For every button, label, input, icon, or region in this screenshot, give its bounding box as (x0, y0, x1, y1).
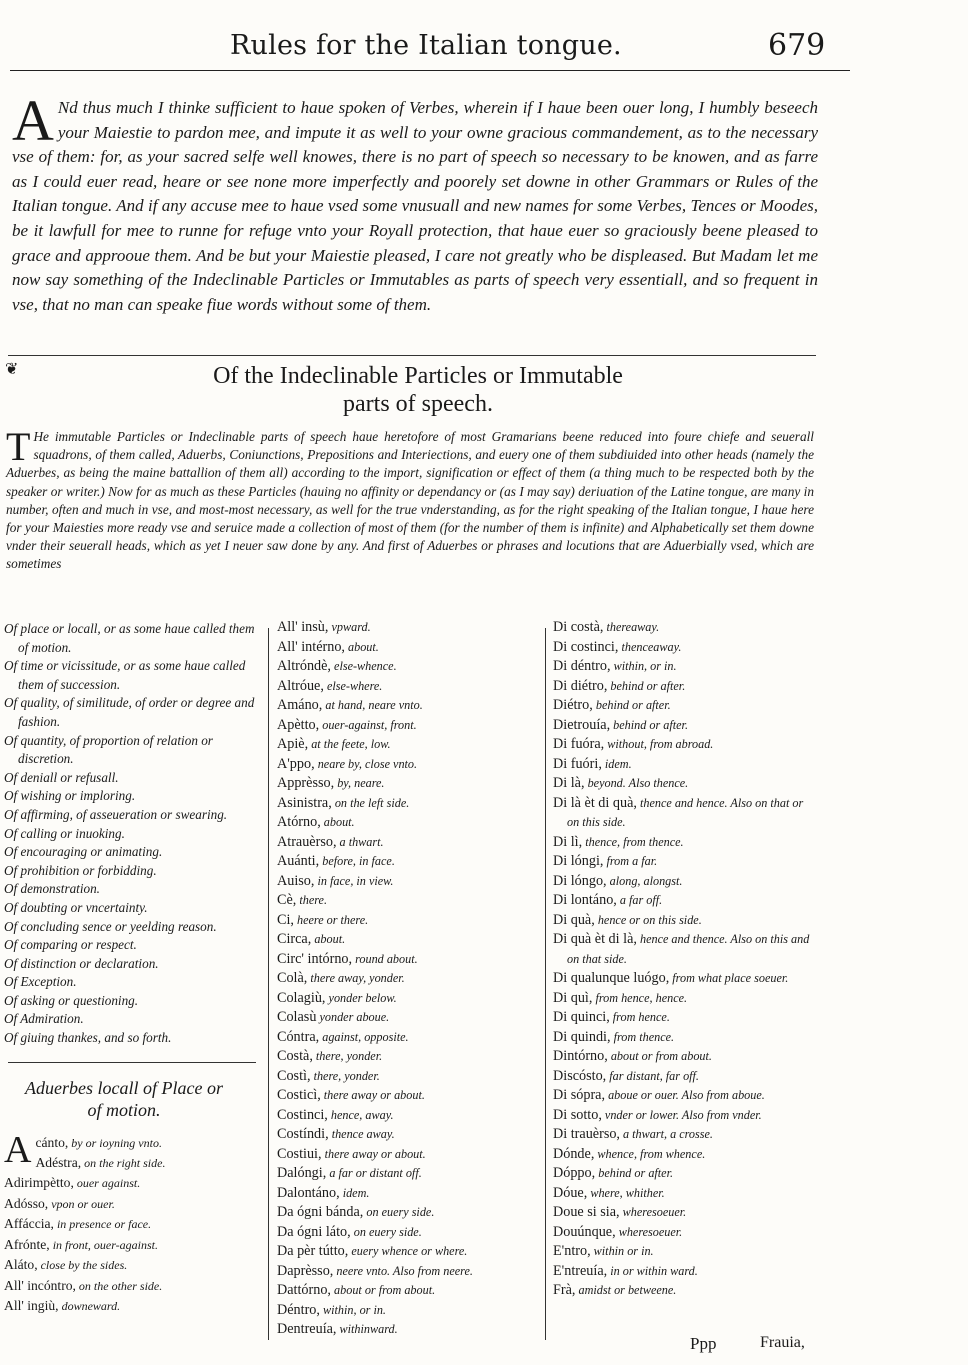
adverb-gloss: idem. (339, 1185, 370, 1200)
adverb-entry (553, 618, 811, 638)
adverb-gloss: from what place soeuer. (669, 971, 789, 985)
adverb-gloss: hence or on this side. (594, 912, 702, 927)
adverb-entry (277, 1262, 539, 1282)
adverb-entry (277, 696, 539, 716)
category-entry: Of time or vicissitude, or as some haue called them of succession. (4, 658, 246, 692)
adverb-entry (277, 1164, 539, 1184)
adverb-word: All' insù, (277, 619, 329, 635)
adverb-word: Asinistra, (277, 794, 332, 811)
adverb-word: Di quà èt di là, (553, 931, 637, 947)
running-header (0, 0, 968, 72)
adverb-gloss: a far or distant off. (326, 1166, 422, 1180)
adverb-word: Atrauèrso, (277, 833, 337, 850)
category-entry: Of wishing or imploring. (4, 788, 136, 804)
adverb-gloss: about. (344, 639, 379, 654)
adverb-gloss: behind or after. (607, 678, 686, 693)
adverb-entry (4, 1235, 266, 1255)
adverb-gloss: behind or after. (592, 698, 671, 712)
adverb-gloss: before, in face. (319, 854, 395, 868)
adverb-gloss: on the left side. (331, 795, 410, 810)
adverb-word: Colà, (277, 970, 308, 986)
adverb-gloss: heere or there. (293, 912, 369, 927)
adverb-entry (277, 1301, 539, 1321)
header-rule (10, 70, 850, 71)
adverb-word: All' ingiù, (4, 1297, 59, 1313)
adverb-gloss: in face, in view. (314, 873, 394, 888)
adverb-entry (277, 950, 539, 970)
adverb-word: Altróndè, (277, 658, 331, 674)
adverb-word: Dintórno, (553, 1048, 608, 1064)
column-divider-2 (545, 628, 546, 1340)
adverb-entry (553, 696, 811, 716)
adverb-word: Da ógni láto, (277, 1223, 351, 1240)
adverb-gloss: a thwart, a crosse. (619, 1127, 713, 1141)
adverb-word: E'ntreuía, (553, 1262, 608, 1279)
category-entry: Of asking or questioning. (4, 992, 139, 1008)
adverb-entry (553, 1125, 811, 1145)
adverb-gloss: whence, from whence. (594, 1146, 706, 1161)
adverb-gloss: idem. (601, 756, 632, 771)
adverb-gloss: thereaway. (603, 620, 660, 634)
adverb-word: Circ' intórno, (277, 950, 353, 967)
adverb-word: Cè, (277, 892, 297, 908)
adverb-entry (553, 657, 811, 677)
adverb-word: Di lóngo, (553, 872, 607, 889)
adverb-entry (277, 1086, 539, 1106)
category-list (4, 620, 266, 1048)
adverb-entry (277, 813, 539, 833)
adverb-word: Costinci, (277, 1106, 328, 1123)
adverb-word: Di quinci, (553, 1009, 610, 1025)
adverb-gloss: in or within ward. (607, 1263, 698, 1278)
adverb-word: Di sotto, (553, 1106, 602, 1123)
adverb-word: Auiso, (277, 872, 315, 889)
adverb-entry (277, 1106, 539, 1126)
section-heading-line2: parts of speech. (343, 391, 493, 417)
adverb-entry (553, 716, 811, 736)
adverb-list-col1 (4, 1128, 266, 1317)
adverb-entry (553, 1106, 811, 1126)
adverb-gloss: from hence, hence. (592, 990, 688, 1005)
adverb-entry (277, 930, 539, 950)
adverb-gloss: hence and thence. Also on this and on that side. (567, 932, 810, 966)
adverb-entry (553, 1281, 811, 1301)
adverb-entry (277, 1203, 539, 1223)
adverb-entry (553, 1067, 811, 1087)
adverb-word: Di qualunque luógo, (553, 970, 670, 986)
adverb-gloss: on the other side. (75, 1278, 163, 1293)
adverb-entry (553, 794, 811, 833)
adverb-word: Discósto, (553, 1067, 607, 1084)
adverb-word: Doue si sia, (553, 1204, 620, 1220)
adverb-gloss: a far off. (616, 893, 663, 907)
adverb-entry (553, 911, 811, 931)
adverb-word: Diétro, (553, 697, 593, 713)
adverb-gloss: ouer-against, front. (319, 717, 417, 732)
adverb-entry (553, 755, 811, 775)
adverb-word: Di quì, (553, 989, 593, 1006)
adverb-word: All' incóntro, (4, 1277, 76, 1293)
adverb-entry (553, 872, 811, 892)
adverb-word: Dattórno, (277, 1282, 331, 1298)
subheading (4, 1077, 244, 1121)
adverb-gloss: there away or about. (320, 1088, 425, 1102)
category-entry: Of deniall or refusall. (4, 769, 119, 785)
adverb-word: Di costà, (553, 619, 604, 635)
category-entry: Of comparing or respect. (4, 937, 137, 953)
adverb-entry (553, 1262, 811, 1282)
adverb-word: Dónde, (553, 1145, 595, 1162)
category-entry: Of quality, of similitude, of order or degree and fashion. (4, 695, 255, 729)
adverb-word: Dietrouía, (553, 716, 611, 733)
adverb-gloss: without, from abroad. (604, 737, 714, 751)
adverb-entry (277, 618, 539, 638)
adverb-word: Costíndi, (277, 1126, 329, 1142)
category-entry: Of giuing thankes, and so forth. (4, 1030, 172, 1046)
adverb-entry (277, 1281, 539, 1301)
adverb-entry (553, 735, 811, 755)
adverb-entry (277, 755, 539, 775)
adverb-entry (553, 989, 811, 1009)
adverb-word: Adósso, (4, 1195, 49, 1211)
adverb-entry (277, 833, 539, 853)
category-entry: Of distinction or declaration. (4, 955, 159, 971)
subheading-line1: Aduerbes locall of Place or (25, 1077, 223, 1098)
page-number: 679 (768, 28, 826, 63)
adverb-entry (553, 677, 811, 697)
adverb-entry (553, 833, 811, 853)
adverb-gloss: within, or in. (610, 659, 677, 673)
intro-dropcap: A (12, 88, 54, 153)
adverb-word: Daprèsso, (277, 1262, 334, 1279)
adverb-entry (277, 1184, 539, 1204)
subheading-line2: of motion. (87, 1099, 161, 1120)
adverb-gloss: by, neare. (334, 776, 385, 790)
adverb-word: Di lóngi, (553, 853, 604, 869)
adverb-word: Amáno, (277, 697, 323, 713)
adverb-gloss: yonder aboue. (316, 1010, 390, 1024)
adverb-word: Di lontáno, (553, 892, 617, 908)
adverb-entry (4, 1296, 266, 1316)
adverb-gloss: else-whence. (330, 659, 397, 673)
adverb-word: Dalontáno, (277, 1184, 340, 1201)
adverb-list-col3 (553, 618, 811, 1301)
adverb-entry (277, 1145, 539, 1165)
category-entry: Of demonstration. (4, 881, 100, 897)
intro-paragraph (12, 88, 818, 317)
adverb-gloss: about or from about. (330, 1283, 436, 1297)
adverb-entry (277, 1320, 539, 1340)
adverb-word: Apètto, (277, 716, 320, 733)
adverb-gloss: from hence. (609, 1010, 670, 1024)
adverb-entry (4, 1173, 266, 1193)
adverb-entry (277, 735, 539, 755)
adverb-entry (277, 657, 539, 677)
adverb-entry (277, 1047, 539, 1067)
adverb-entry (553, 969, 811, 989)
adverb-entry (277, 852, 539, 872)
adverb-gloss: ouer against. (73, 1176, 141, 1191)
adverb-entry (4, 1153, 266, 1173)
adverb-gloss: neare by, close vnto. (314, 756, 418, 771)
category-entry: Of doubting or vncertainty. (4, 899, 148, 915)
adverb-gloss: thenceaway. (618, 639, 682, 654)
adverb-entry (277, 911, 539, 931)
intro-text: Nd thus much I thinke sufficient to haue spoken of Verbes, wherein if I haue been ouer long, I humbly beseech your Maiestie to pardon mee, and impute it as well to your owne gracious commandement, as to the necessary vse of them: for, as your sacred selfe well knowes, there is no part of speech so necessary to be knowen, and as farre as I could euer read, heare or see none more imperfectly and poorely set downe in other Grammars or Rules of the Italian tongue. And if any accuse mee to haue vsed some vnusuall and new names for some Verbes, Tences or Moodes, be it lawfull for mee to runne for refuge vnto your Royall protection, that haue euer so graciously beene pleased to grace and approoue them. And be but your Maiestie pleased, I care not greatly who be displeased. But Madam let me now say something of the Indeclinable Particles or Immutables as parts of speech very essentiall, and so frequent in vse, that no man can speake fiue words without some of them. (12, 98, 818, 314)
adverb-word: Apiè, (277, 736, 309, 752)
adverb-entry (277, 891, 539, 911)
adverb-entry (553, 852, 811, 872)
adverb-word: Colasù (277, 1009, 317, 1025)
adverb-word: Da pèr tútto, (277, 1243, 349, 1259)
adverb-gloss: thence, from thence. (582, 834, 684, 849)
adverb-word: Di lì, (553, 833, 583, 850)
adverb-gloss: within or in. (590, 1244, 654, 1258)
adverb-dropcap: A (4, 1128, 32, 1171)
adverb-word: cánto, (35, 1134, 69, 1150)
adverb-word: Colagiù, (277, 989, 326, 1006)
adverb-word: Di diétro, (553, 677, 608, 694)
adverb-entry (553, 1223, 811, 1243)
adverb-gloss: along, alongst. (606, 873, 683, 888)
adverb-gloss: vpward. (328, 620, 371, 634)
adverb-gloss: thence away. (328, 1127, 395, 1141)
adverb-gloss: there, yonder. (312, 1049, 383, 1063)
adverb-gloss: there away or about. (321, 1146, 426, 1161)
adverb-gloss: a thwart. (336, 834, 384, 849)
category-entry: Of place or locall, or as some haue called them of motion. (4, 621, 255, 655)
adverb-gloss: wheresoeuer. (615, 1224, 683, 1239)
adverb-entry (553, 1203, 811, 1223)
adverb-gloss: at hand, neare vnto. (322, 698, 423, 712)
adverb-gloss: beyond. Also thence. (584, 776, 689, 790)
adverb-entry (4, 1255, 266, 1275)
adverb-entry (553, 1028, 811, 1048)
adverb-entry (277, 1242, 539, 1262)
category-entry: Of affirming, of asseueration or swearing. (4, 806, 228, 822)
adverb-word: Di déntro, (553, 658, 611, 674)
adverb-gloss: at the feete, low. (308, 737, 391, 751)
adverb-gloss: about or from about. (607, 1049, 712, 1063)
adverb-word: Di fuóra, (553, 736, 605, 752)
adverb-word: Aláto, (4, 1257, 38, 1273)
section-text: He immutable Particles or Indeclinable parts of speech haue heretofore of most Gramarians beene reduced into foure chiefe and seuerall squadrons, of them called, Aduerbs, Coniunctions, Prepositions and Interiections, and euery one of them subdiuided into other heads (namely the Aduerbes, as being the maine battallion of them all) according to the import, signification or effect of them (a thing much to be respected both by the speaker or writer.) Now for as much as these Particles (hauing no affinity or dependancy or (as I may say) deriuation of the Latine tongue, are many in number, often and much in vse, and most-most necessary, as well for the true vnderstanding, as for the right speaking of the Italian tongue, I haue here for your Maiesties more ready vse and seruice made a collection of most of them (for the number of them is infinite) and Alphabetically set them downe vnder their seuerall heads, which as yet I neuer saw done by any. And first of Aduerbes or phrases and locutions that are Aduerbially vsed, which are sometimes (6, 429, 814, 572)
adverb-gloss: on euery side. (350, 1224, 422, 1239)
adverb-word: E'ntro, (553, 1243, 591, 1259)
adverb-word: Ci, (277, 911, 294, 928)
adverb-gloss: on euery side. (363, 1205, 435, 1219)
adverb-gloss: vpon or ouer. (48, 1196, 115, 1211)
adverb-gloss: amidst or betweene. (575, 1283, 677, 1297)
category-entry: Of quantity, of proportion of relation or discretion. (4, 732, 213, 767)
adverb-gloss: round about. (352, 951, 418, 966)
category-entry: Of encouraging or animating. (4, 844, 163, 860)
adverb-word: Altróue, (277, 677, 324, 694)
adverb-gloss: withinward. (336, 1322, 398, 1336)
section-heading (120, 362, 716, 418)
adverb-entry (553, 1242, 811, 1262)
adverb-word: Afrónte, (4, 1236, 50, 1252)
adverb-gloss: behind or after. (595, 1166, 674, 1180)
adverb-entry (553, 638, 811, 658)
adverb-word: Dalóngi, (277, 1165, 327, 1181)
adverb-gloss: close by the sides. (37, 1258, 128, 1273)
running-title: Rules for the Italian tongue. (230, 30, 622, 61)
adverb-word: Adirimpètto, (4, 1175, 74, 1191)
adverb-word: All' intérno, (277, 638, 345, 655)
adverb-word: Costicì, (277, 1087, 321, 1103)
adverb-entry (277, 677, 539, 697)
category-entry: Of prohibition or forbidding. (4, 862, 157, 878)
adverb-word: Adéstra, (35, 1155, 82, 1171)
adverb-gloss: yonder below. (325, 990, 397, 1005)
adverb-entry (553, 774, 811, 794)
catchword: Frauia, (760, 1334, 805, 1351)
adverb-gloss: from thence. (610, 1029, 675, 1044)
adverb-entry (553, 1184, 811, 1204)
adverb-entry (277, 1028, 539, 1048)
adverb-entry (553, 1145, 811, 1165)
adverb-entry (553, 930, 811, 969)
adverb-entry (553, 1047, 811, 1067)
adverb-gloss: within, or in. (319, 1302, 386, 1317)
adverb-word: Di là èt di quà, (553, 794, 637, 811)
section-divider (8, 355, 816, 356)
adverb-word: Costì, (277, 1067, 311, 1084)
adverb-entry (553, 891, 811, 911)
adverb-entry (277, 1125, 539, 1145)
category-entry: Of Exception. (4, 974, 77, 990)
adverb-word: Costà, (277, 1048, 313, 1064)
adverb-gloss: far distant, far off. (606, 1068, 699, 1083)
adverb-entry (277, 794, 539, 814)
flourish-ornament-icon: ❦ (5, 359, 19, 378)
section-heading-line1: Of the Indeclinable Particles or Immutable (213, 363, 623, 389)
adverb-word: Affáccia, (4, 1216, 54, 1232)
adverb-entry (277, 969, 539, 989)
adverb-word: Douúnque, (553, 1223, 616, 1240)
adverb-gloss: against, opposite. (319, 1029, 409, 1044)
adverb-gloss: euery whence or where. (348, 1244, 468, 1258)
column-categories (4, 620, 266, 1316)
adverb-word: Apprèsso, (277, 775, 335, 791)
adverb-gloss: where, whither. (587, 1185, 665, 1200)
adverb-word: Di là, (553, 775, 585, 791)
adverb-gloss: wheresoeuer. (619, 1205, 687, 1219)
adverb-gloss: neere vnto. Also from neere. (333, 1263, 473, 1278)
adverb-entry (4, 1214, 266, 1234)
adverb-gloss: there. (296, 893, 327, 907)
section-dropcap: T (6, 424, 31, 469)
adverb-entry (4, 1276, 266, 1296)
adverb-gloss: downeward. (58, 1298, 121, 1313)
column-divider-1 (268, 628, 269, 1340)
adverb-entry (277, 1008, 539, 1028)
adverb-word: Di quà, (553, 911, 595, 928)
adverb-gloss: about. (311, 932, 346, 946)
adverb-entry (4, 1194, 266, 1214)
adverb-gloss: vnder or lower. Also from vnder. (601, 1107, 762, 1122)
adverb-word: Auánti, (277, 853, 320, 869)
adverb-word: Di fuóri, (553, 755, 602, 772)
adverb-word: Da ógni bánda, (277, 1204, 364, 1220)
adverb-gloss: from a far. (603, 854, 658, 868)
adverb-gloss: aboue or ouer. Also from aboue. (605, 1088, 765, 1102)
adverb-word: Di trauèrso, (553, 1126, 620, 1142)
adverb-gloss: on the right side. (81, 1156, 166, 1171)
column-rule (8, 1062, 256, 1063)
adverb-gloss: there, yonder. (310, 1068, 380, 1083)
section-paragraph (6, 424, 814, 574)
adverb-entry (277, 716, 539, 736)
adverb-word: Dentreuía, (277, 1321, 337, 1337)
adverb-gloss: by or ioyning vnto. (68, 1135, 162, 1150)
adverb-word: Déntro, (277, 1301, 320, 1318)
adverb-word: Costiui, (277, 1145, 322, 1162)
adverb-gloss: in front, ouer-against. (49, 1237, 159, 1252)
category-entry: Of Admiration. (4, 1011, 84, 1027)
adverb-gloss: else-where. (323, 678, 383, 693)
adverb-entry (277, 638, 539, 658)
adverb-word: Circa, (277, 931, 312, 947)
adverb-entry (277, 774, 539, 794)
adverb-word: Atórno, (277, 814, 321, 830)
adverb-entry (277, 989, 539, 1009)
adverb-entry (277, 1223, 539, 1243)
adverb-word: Di quindi, (553, 1028, 611, 1045)
adverb-entry (277, 872, 539, 892)
adverb-gloss: in presence or face. (53, 1217, 152, 1232)
adverb-word: Dóue, (553, 1184, 588, 1201)
adverb-entry (277, 1067, 539, 1087)
adverb-gloss: there away, yonder. (307, 971, 405, 985)
adverb-entry (553, 1008, 811, 1028)
category-entry: Of concluding sence or yeelding reason. (4, 918, 217, 934)
adverb-word: Di sópra, (553, 1087, 606, 1103)
adverb-entry (553, 1086, 811, 1106)
adverb-gloss: about. (320, 815, 355, 829)
signature-mark: Ppp (690, 1334, 717, 1353)
adverb-word: Cóntra, (277, 1028, 320, 1045)
adverb-gloss: behind or after. (610, 717, 688, 732)
adverb-word: Frà, (553, 1282, 576, 1298)
category-entry: Of calling or inuoking. (4, 825, 125, 841)
adverb-entry (553, 1164, 811, 1184)
adverb-word: Dóppo, (553, 1165, 596, 1181)
adverb-gloss: hence, away. (327, 1107, 394, 1122)
adverb-gloss: thence and hence. Also on that or on this side. (567, 795, 804, 829)
adverb-list-col2 (277, 618, 539, 1340)
adverb-word: A'ppo, (277, 755, 315, 772)
adverb-word: Di costinci, (553, 638, 619, 655)
